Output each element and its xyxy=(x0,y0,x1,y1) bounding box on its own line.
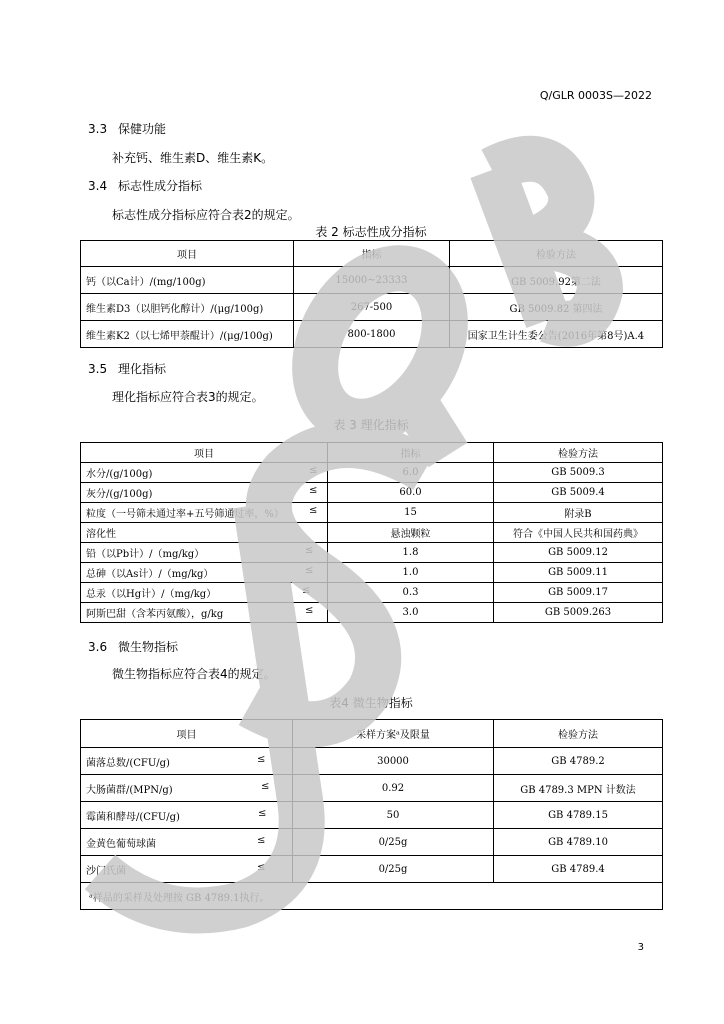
section-title: 理化指标 xyxy=(118,362,167,376)
table-row xyxy=(81,775,663,802)
table4-caption: 表4 微生物指标 xyxy=(329,696,413,710)
item-cell: 维生素K2（以七烯甲萘醌计）/(μg/100g) xyxy=(81,321,294,348)
value-cell: 15000~23333 xyxy=(294,267,450,294)
le-symbol: ≤ xyxy=(309,465,318,476)
item-label: 沙门氏菌 xyxy=(86,865,126,877)
value-cell: 1.8 xyxy=(328,543,494,563)
method-cell: GB 5009.11 xyxy=(494,563,663,583)
header-cell: 检验方法 xyxy=(450,241,663,267)
value-cell: 50 xyxy=(293,802,494,829)
header-cell: 检验方法 xyxy=(494,720,663,748)
table-row xyxy=(81,856,663,883)
item-cell xyxy=(81,583,328,603)
le-symbol: ≤ xyxy=(257,834,266,846)
section-title: 微生物指标 xyxy=(118,640,179,654)
method-cell: GB 5009.263 xyxy=(494,603,663,623)
le-symbol: ≤ xyxy=(309,505,318,516)
value-cell: 0/25g xyxy=(293,856,494,883)
standard-code: Q/GLR 0003S—2022 xyxy=(539,89,652,102)
value-cell: 60.0 xyxy=(328,483,494,503)
value-cell: 800-1800 xyxy=(294,321,450,348)
method-cell: GB 4789.2 xyxy=(494,748,663,775)
method-cell: GB 4789.4 xyxy=(494,856,663,883)
table-row xyxy=(81,321,663,348)
le-symbol: ≤ xyxy=(258,807,267,819)
value-cell: 0.92 xyxy=(293,775,494,802)
item-cell: 钙（以Ca计）/(mg/100g) xyxy=(81,267,294,294)
item-cell xyxy=(81,748,293,775)
method-cell: GB 4789.3 MPN 计数法 xyxy=(494,775,663,802)
section-title: 保健功能 xyxy=(118,122,167,136)
item-cell xyxy=(81,856,293,883)
section-number: 3.4 xyxy=(88,179,108,193)
item-cell xyxy=(81,523,328,543)
le-symbol: ≤ xyxy=(257,861,266,873)
le-symbol: ≤ xyxy=(261,780,270,792)
item-cell xyxy=(81,483,328,503)
item-cell xyxy=(81,563,328,583)
section-number: 3.3 xyxy=(88,122,108,136)
item-cell xyxy=(81,603,328,623)
method-cell: 国家卫生计生委公告(2016年第8号)A.4 xyxy=(450,321,663,348)
item-cell xyxy=(81,775,293,802)
table-row xyxy=(81,603,663,623)
item-label: 水分/(g/100g) xyxy=(86,469,153,480)
method-cell: 附录B xyxy=(494,503,663,523)
method-cell: 符合《中国人民共和国药典》 xyxy=(494,523,663,543)
item-label: 阿斯巴甜（含苯丙氨酸），g/kg xyxy=(86,609,224,620)
item-cell xyxy=(81,543,328,563)
table3-caption: 表 3 理化指标 xyxy=(333,418,409,432)
method-cell: GB 4789.15 xyxy=(494,802,663,829)
table-row xyxy=(81,503,663,523)
method-cell: GB 5009.12 xyxy=(494,543,663,563)
header-cell: 项目 xyxy=(81,241,294,267)
method-cell: GB 5009.4 xyxy=(494,483,663,503)
item-label: 霉菌和酵母/(CFU/g) xyxy=(86,811,180,823)
value-cell: 267-500 xyxy=(294,294,450,321)
item-label: 溶化性 xyxy=(86,529,116,540)
item-label: 粒度（一号筛未通过率+五号筛通过率，%） xyxy=(86,509,284,520)
header-cell: 项目 xyxy=(81,720,293,748)
value-cell: 3.0 xyxy=(328,603,494,623)
table-row xyxy=(81,483,663,503)
header-cell: 检验方法 xyxy=(494,443,663,463)
method-cell: GB 5009.17 xyxy=(494,583,663,603)
section-3-5-text: 理化指标应符合表3的规定。 xyxy=(112,390,264,404)
table-row xyxy=(81,802,663,829)
table4 xyxy=(80,719,663,910)
item-label: 灰分/(g/100g) xyxy=(86,489,153,500)
table-row xyxy=(81,829,663,856)
table3 xyxy=(80,442,663,623)
header-cell: 指标 xyxy=(294,241,450,267)
table-row xyxy=(81,748,663,775)
le-symbol: ≤ xyxy=(257,753,266,765)
table-row xyxy=(81,563,663,583)
table2 xyxy=(80,240,663,348)
table-row xyxy=(81,463,663,483)
item-cell xyxy=(81,503,328,523)
method-cell: GB 5009.3 xyxy=(494,463,663,483)
value-cell: 0/25g xyxy=(293,829,494,856)
value-cell: 1.0 xyxy=(328,563,494,583)
le-symbol: ≤ xyxy=(305,565,314,576)
value-cell: 悬浊颗粒 xyxy=(328,523,494,543)
table-header-row xyxy=(81,443,663,463)
value-cell: 15 xyxy=(328,503,494,523)
section-3-3-text: 补充钙、维生素D、维生素K。 xyxy=(112,151,274,165)
table-row xyxy=(81,523,663,543)
section-heading-3-6 xyxy=(88,638,178,655)
section-3-4-text: 标志性成分指标应符合表2的规定。 xyxy=(112,208,300,222)
method-cell: GB 4789.10 xyxy=(494,829,663,856)
section-heading-3-3 xyxy=(88,120,166,137)
item-cell xyxy=(81,463,328,483)
item-cell xyxy=(81,802,293,829)
section-heading-3-4 xyxy=(88,177,202,194)
item-label: 总汞（以Hg计）/（mg/kg） xyxy=(86,589,217,600)
table2-caption: 表 2 标志性成分指标 xyxy=(315,225,427,239)
item-cell xyxy=(81,829,293,856)
le-symbol: ≤ xyxy=(302,585,311,596)
le-symbol: ≤ xyxy=(309,485,318,496)
method-cell: GB 5009.92第二法 xyxy=(450,267,663,294)
table-row xyxy=(81,543,663,563)
value-cell: 0.3 xyxy=(328,583,494,603)
section-title: 标志性成分指标 xyxy=(118,179,203,193)
item-label: 大肠菌群/(MPN/g) xyxy=(86,784,173,796)
le-symbol: ≤ xyxy=(305,545,314,556)
page-number: 3 xyxy=(637,942,644,953)
table-footnote-row xyxy=(81,883,663,910)
section-number: 3.6 xyxy=(88,640,108,654)
table-row xyxy=(81,294,663,321)
table-header-row xyxy=(81,241,663,267)
method-cell: GB 5009.82 第四法 xyxy=(450,294,663,321)
value-cell: 6.0 xyxy=(328,463,494,483)
section-3-6-text: 微生物指标应符合表4的规定。 xyxy=(112,667,276,681)
section-number: 3.5 xyxy=(88,362,108,376)
table4-footnote: ᵃ样品的采样及处理按 GB 4789.1执行。 xyxy=(81,883,663,910)
header-cell: 采样方案ᵃ及限量 xyxy=(293,720,494,748)
item-label: 金黄色葡萄球菌 xyxy=(86,838,156,850)
table-row xyxy=(81,267,663,294)
item-label: 铅（以Pb计）/（mg/kg） xyxy=(86,549,205,560)
item-label: 总砷（以As计）/（mg/kg） xyxy=(86,569,214,580)
header-cell: 指标 xyxy=(328,443,494,463)
le-symbol: ≤ xyxy=(305,605,314,616)
item-label: 菌落总数/(CFU/g) xyxy=(86,757,170,769)
value-cell: 30000 xyxy=(293,748,494,775)
table-row xyxy=(81,583,663,603)
item-cell: 维生素D3（以胆钙化醇计）/(μg/100g) xyxy=(81,294,294,321)
header-cell: 项目 xyxy=(81,443,328,463)
section-heading-3-5 xyxy=(88,360,166,377)
table-header-row xyxy=(81,720,663,748)
